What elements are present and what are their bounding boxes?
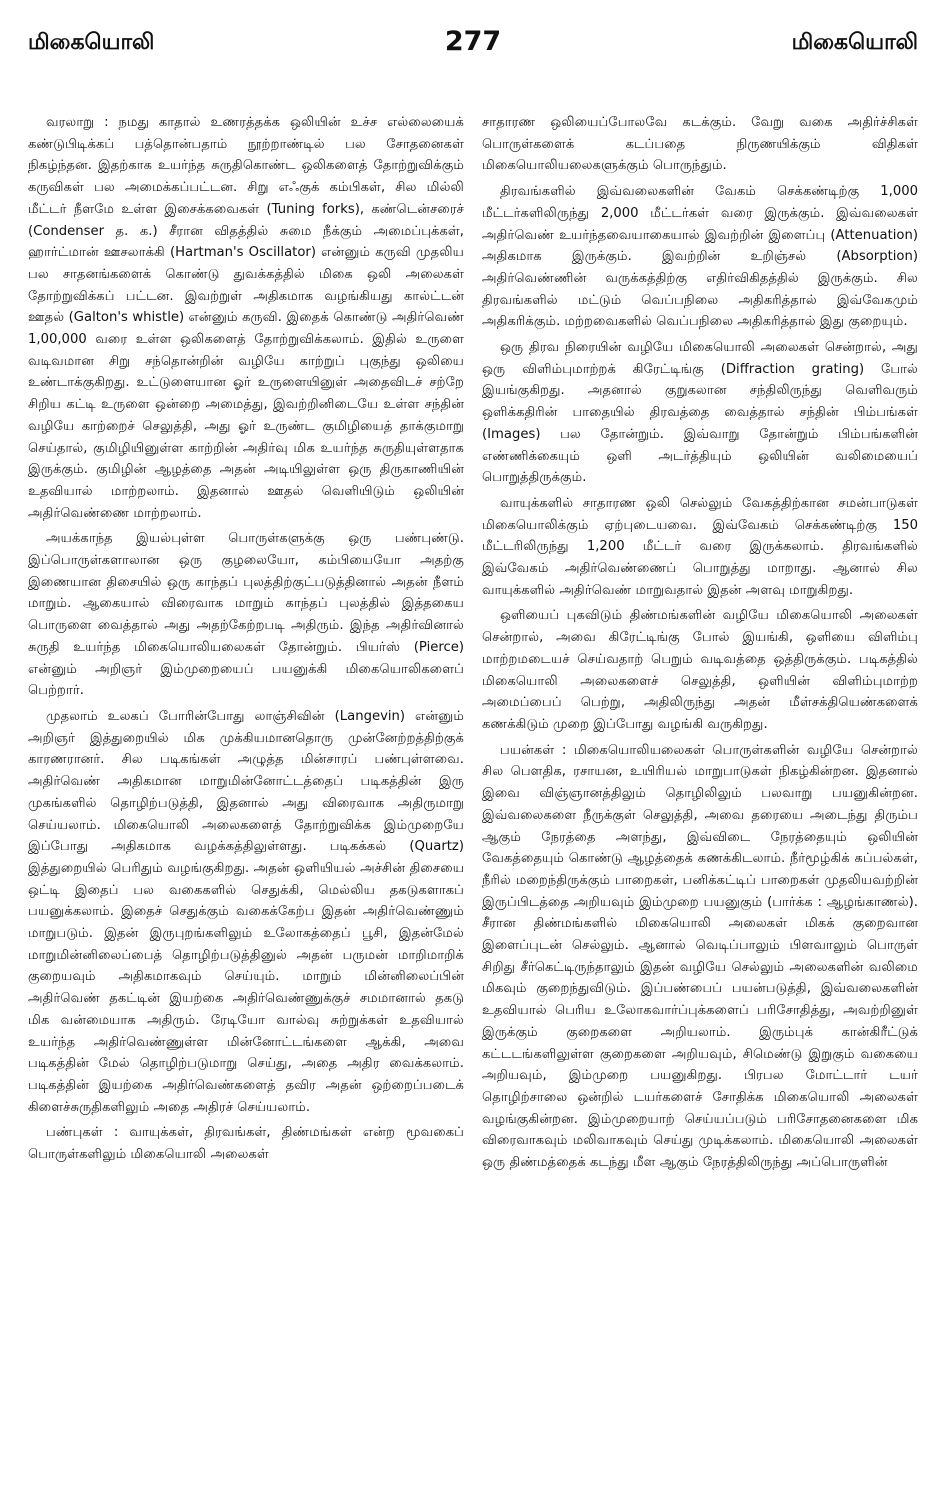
paragraph-heading: வரலாறு : (46, 115, 109, 130)
paragraph-heading: பண்புகள் : (46, 1125, 119, 1141)
right-column (482, 112, 918, 1178)
paragraph (482, 181, 918, 333)
paragraph-text: மிகையொலியலைகள் பொருள்களின் வழியே சென்றால் சில பௌதிக, ரசாயன, உயிரியல் மாறுபாடுகள் நிகழ்கின்றன. இதனால் இவை விஞ்ஞானத்திலும் தொழிலிலும் பலவாறு பயனுகின்றன. இவ்வலைகளை நீருக்குள் செலுத்தி, அவை தரையை அடைந்து திரும்ப ஆகும் நேரத்தை அளந்து, இவ்விடை நேரத்தையும் ஒலியின் வேகத்தையும் கொண்டு ஆழத்தைக் கணக்கிடலாம். நீர்மூழ்கிக் கப்பல்கள், நீரில் மறைந்திருக்கும் பாறைகள், பனிக்கட்டிப் பாறைகள் முதலியவற்றின் இருப்பிடத்தை அறியவும் இம்முறை பயனுகும் (பார்க்க : ஆழங்காணல்). சீரான திண்மங்களில் மிகையொலி அலைகள் மிகக் குறைவான இளைப்புடன் செல்லும். ஆனால் வெடிப்பாலும் பிளவாலும் பொருள் சிறிது சீர்கெட்டிருந்தாலும் இதன் வழியே செல்லும் அலைகளின் வலிமை மிகவும் குறைந்துவிடும். இப்பண்பைப் பயன்படுத்தி, இவ்வலைகளின் உதவியால் பெரிய உலோகவார்ப்புக்களைப் பரிசோதித்து, அவற்றினுள் இருக்கும் குறைகளை அறியலாம். இரும்புக் கான்கிரீட்டுக் கட்டடங்களிலுள்ள குறைகளை அறியவும், சிமெண்டு இறுகும் வகையை அறியவும், இம்முறை பயனுகிறது. பிரபல மோட்டார் டயர் தொழிற்சாலை ஒன்றில் டயர்களைச் சோதிக்க மிகையொலி அலைகள் வழங்குகின்றன. இம்முறையாற் செய்யப்படும் பரிசோதனைகளை மிக விரைவாகவும் மலிவாகவும் செய்து முடிக்கலாம். மிகையொலி அலைகள் ஒரு திண்மத்தைக் கடந்து மீள ஆகும் நேரத்திலிருந்து அப்பொருளின் (482, 742, 918, 1171)
paragraph (28, 112, 464, 524)
header-right-title: மிகையொலி (791, 30, 918, 55)
paragraph (482, 112, 918, 177)
paragraph-text: சாதாரண ஒலியைப்போலவே கடக்கும். வேறு வகை அதிர்ச்சிகள் பொருள்களைக் கடப்பதை நிருணயிக்கும் விதிகள் மிகையொலியலைகளுக்கும் பொருந்தும். (482, 115, 918, 174)
paragraph (482, 337, 918, 489)
paragraph (28, 1122, 464, 1165)
paragraph (482, 605, 918, 735)
page-number: 277 (444, 26, 502, 57)
paragraph (28, 528, 464, 702)
paragraph (482, 493, 918, 602)
header-left-title: மிகையொலி (28, 30, 155, 55)
paragraph (28, 706, 464, 1118)
paragraph (482, 740, 918, 1174)
paragraph-text: முதலாம் உலகப் போரின்போது லாஞ்சிவின் (Langevin) என்னும் அறிஞர் இத்துறையில் மிக முக்கியமானதொரு முன்னேற்றத்திற்குக் காரணரானர். சில படிகங்கள் அழுத்த மின்சாரப் பண்புள்ளவை. அதிர்வெண் அதிகமான மாறுமின்னோட்டத்தைப் படிகத்தின் இரு முகங்களில் தொழிற்படுத்தி, இதனால் அது விரைவாக அதிருமாறு செய்யலாம். மிகையொலி அலைகளைத் தோற்றுவிக்க இம்முறையே இப்போது அதிகமாக வழக்கத்திலுள்ளது. படிகக்கல் (Quartz) இத்துறையில் பெரிதும் வழங்குகிறது. அதன் ஒளியியல் அச்சின் திசையை ஒட்டி இதைப் பல வகைகளில் செதுக்கி, மெல்லிய தகடுகளாகப் பயனுக்கலாம். இதைச் செதுக்கும் வகைக்கேற்ப இதன் அதிர்வெண்ணும் மாறுபடும். இதன் இருபுறங்களிலும் உலோகத்தைப் பூசி, இதன்மேல் மாறுமின்னிலைப்பைத் தொழிற்படுத்தினுல் அதன் பருமன் மாறிமாறிக் குறையவும் அதிகமாகவும் செய்யும். மாறும் மின்னிலைப்பின் அதிர்வெண் தகட்டின் இயற்கை அதிர்வெண்ணுக்குச் சமமானால் தகடு மிக வன்மையாக அதிரும். ரேடியோ வால்வு சுற்றுக்கள் உதவியால் உயர்ந்த அதிர்வெண்ணுள்ள மின்னோட்டங்களை ஆக்கி, அவை படிகத்தின் மேல் தொழிற்படுமாறு செய்து, அதை அதிர வைக்கலாம். படிகத்தின் இயற்கை அதிர்வெண்களைத் தவிர அதன் ஒற்றைப்படைக் கிளைச்சுருதிகளிலும் அதை அதிரச் செய்யலாம். (28, 708, 464, 1115)
paragraph-text: ஒரு திரவ நிரையின் வழியே மிகையொலி அலைகள் சென்றால், அது ஒரு விளிம்புமாற்றக் கிரேட்டிங்கு (Diffraction grating) போல் இயங்குகிறது. அதனால் குறுகலான சந்திலிருந்து வெளிவரும் ஒளிக்கதிரின் பாதையில் திரவத்தை வைத்தால் சந்தின் பிம்பங்கள் (Images) பல தோன்றும். இவ்வாறு தோன்றும் பிம்பங்களின் எண்ணிக்கையும் ஒளி அடர்த்தியும் ஒலியின் வலிமையைப் பொறுத்திருக்கும். (482, 340, 918, 486)
paragraph-text: அயக்காந்த இயல்புள்ள பொருள்களுக்கு ஒரு பண்புண்டு. இப்பொருள்களாலான ஒரு குழலையோ, கம்பியையோ அதற்கு இணையான திசையில் ஒரு காந்தப் புலத்திற்குட்படுத்தினால் அதன் நீளம் மாறும். ஆகையால் விரைவாக மாறும் காந்தப் புலத்தில் இத்தகைய பொருளை வைத்தால் அது அதற்கேற்றபடி அதிரும். இந்த அதிர்வினால் சுருதி உயர்ந்த மிகையொலியலைகள் தோன்றும். பியர்ஸ் (Pierce) என்னும் அறிஞர் இம்முறையைப் பயனுக்கி மிகையொலிகளைப் பெற்றார். (28, 531, 464, 699)
paragraph-text: நமது காதால் உணரத்தக்க ஒலியின் உச்ச எல்லையைக் கண்டுபிடிக்கப் பத்தொன்பதாம் நூற்றாண்டில் பல சோதனைகள் நிகழ்ந்தன. இதற்காக உயர்ந்த சுருதிகொண்ட ஒலிகளைத் தோற்றுவிக்கும் கருவிகள் பல அமைக்கப்பட்டன. சிறு எஃகுக் கம்பிகள், சில மில்லி மீட்டர் நீளமே உள்ள இசைக்கவைகள் (Tuning forks), கண்டென்சரைச் (Condenser த. க.) சீரான விதத்தில் சுமை நீக்கும் அமைப்புக்கள், ஹார்ட்மான் ஊசலாக்கி (Hartman's Oscillator) என்னும் கருவி முதலிய பல சாதனங்களைக் கொண்டு துவக்கத்தில் மிகை ஒலி அலைகள் தோற்றுவிக்கப் பட்டன. இவற்றுள் அதிகமாக வழங்கியது கால்ட்டன் ஊதல் (Galton's whistle) என்னும் கருவி. இதைக் கொண்டு அதிர்வெண் 1,00,000 வரை உள்ள ஒலிகளைத் தோற்றுவிக்கலாம். இதில் உருளை வடிவமான சிறு சந்தொன்றின் வழியே காற்றுப் புகுந்து ஒலியை உண்டாக்குகிறது. உட்டுளையான ஓர் உருளையினுள் அதைவிடச் சற்றே சிறிய கட்டி உருளை ஒன்றை அமைத்து, இவற்றினிடையே உள்ள சந்தின் வழியே காற்றைச் செலுத்தி, அது ஓர் உருண்ட குமிழியைத் தாக்குமாறு செய்தால், குமிழியினுள்ள காற்றின் அதிர்வு மிக உயர்ந்த சுருதியுள்ளதாக இருக்கும். குமிழின் ஆழத்தை அதன் அடியிலுள்ள ஒரு திருகாணியின் உதவியால் மாற்றலாம். இதனால் ஊதல் வெளியிடும் ஒலியின் அதிர்வெண்ணை மாற்றலாம். (28, 115, 464, 521)
paragraph-text: வாயுக்களில் சாதாரண ஒலி செல்லும் வேகத்திற்கான சமன்பாடுகள் மிகையொலிக்கும் ஏற்புடையவை. இவ்வேகம் செக்கண்டிற்கு 150 மீட்டரிலிருந்து 1,200 மீட்டர் வரை இருக்கலாம். திரவங்களில் இவ்வேகம் அதிர்வெண்ணைப் பொறுத்து மாறாது. ஆனால் சில வாயுக்களில் அதிர்வெண் மாறுவதால் இதன் அளவு மாறுகிறது. (482, 495, 918, 598)
running-header (28, 26, 918, 76)
paragraph-text: வாயுக்கள், திரவங்கள், திண்மங்கள் என்ற மூவகைப் பொருள்களிலும் மிகையொலி அலைகள் (28, 1125, 464, 1163)
text-columns (28, 112, 918, 1178)
paragraph-heading: பயன்கள் : (500, 742, 567, 758)
paragraph-text: திரவங்களில் இவ்வலைகளின் வேகம் செக்கண்டிற்கு 1,000 மீட்டர்களிலிருந்து 2,000 மீட்டர்கள் வரை இருக்கும். இவ்வலைகள் அதிர்வெண் உயர்ந்தவையாகையால் இவற்றின் இளைப்பு (Attenuation) அதிகமாக இருக்கும். இவற்றின் உறிஞ்சல் (Absorption) அதிர்வெண்ணின் வருக்கத்திற்கு எதிர்விகிதத்தில் இருக்கும். சில திரவங்களில் மட்டும் வெப்பநிலை அதிகரித்தால் இவ்வேகமும் அதிகரிக்கும். மற்றவைகளில் வெப்பநிலை அதிகரித்தால் இது குறையும். (482, 184, 918, 330)
paragraph-text: ஒளியைப் புகவிடும் திண்மங்களின் வழியே மிகையொலி அலைகள் சென்றால், அவை கிரேட்டிங்கு போல் இயங்கி, ஒளியை விளிம்பு மாற்றமடையச் செய்வதாற் பெறும் வடிவத்தை ஒத்திருக்கும். படிகத்தில் மிகையொலி அலைகளைச் செலுத்தி, ஒளியின் விளிம்புமாற்ற அமைப்பைப் பெற்று, அதிலிருந்து அதன் மீள்சக்தியெண்களைக் கணக்கிடும் முறை இப்போது வழங்கி வருகிறது. (482, 608, 918, 732)
left-column (28, 112, 464, 1178)
